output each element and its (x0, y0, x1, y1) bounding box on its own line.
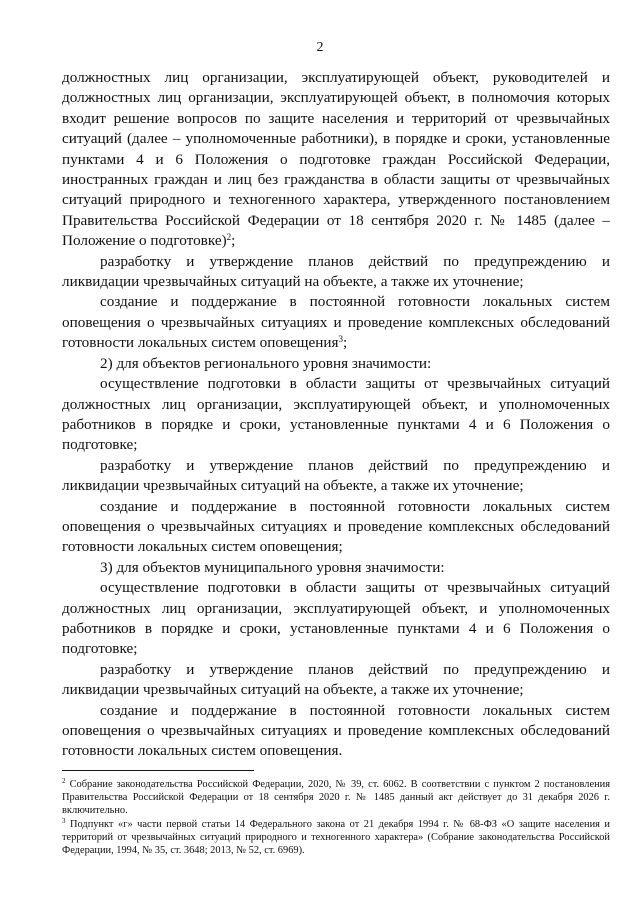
footnote (62, 778, 610, 818)
footnote-marker: 3 (62, 816, 66, 825)
paragraph (62, 558, 610, 578)
paragraph (62, 354, 610, 374)
paragraph-text: разработку и утверждение планов действий по предупреждению и ликвидации чрезвычайных ситуаций на объекте, а также их уточнение; (62, 252, 610, 291)
paragraph-text: разработку и утверждение планов действий по предупреждению и ликвидации чрезвычайных ситуаций на объекте, а также их уточнение; (62, 456, 610, 495)
paragraph (62, 374, 610, 456)
footnote-marker: 2 (62, 777, 66, 785)
paragraph-text: разработку и утверждение планов действий по предупреждению и ликвидации чрезвычайных ситуаций на объекте, а также их уточнение; (62, 660, 610, 699)
paragraph (62, 292, 610, 353)
paragraph-text: должностных лиц организации, эксплуатирующей объект, руководителей и должностных лиц организации, эксплуатирующей объект, в полномочия которых входит решение вопросов по защите населения и территорий от чрезвычайных ситуаций (далее – уполномоченные работники), в порядке и сроки, установленные пунктами 4 и 6 Положения о подготовке граждан Российской Федерации, иностранных граждан и лиц без гражданства в области защиты от чрезвычайных ситуаций природного и техногенного характера, утвержденного постановлением Правительства Российской Федерации от 18 сентября 2020 г. № 1485 (далее – Положение о подготовке) (62, 69, 610, 250)
paragraph (62, 456, 610, 497)
paragraph-text: 3) для объектов муниципального уровня значимости: (100, 558, 445, 576)
page-number: 2 (316, 40, 324, 55)
paragraph-tail: ; (231, 232, 236, 250)
footnote-text: Собрание законодательства Российской Федерации, 2020, № 39, ст. 6062. В соответствии с пунктом 2 постановления Правительства Российской Федерации от 18 сентября 2020 г. № 1485 данный акт действует до 31 декабря 2026 г. включительно. (62, 779, 610, 817)
paragraph-text: создание и поддержание в постоянной готовности локальных систем оповещения о чрезвычайных ситуациях и проведение комплексных обследований готовности локальных систем оповещения; (62, 497, 610, 556)
footnote (62, 818, 610, 858)
footnote-ref: 2 (226, 232, 232, 243)
paragraph-text: 2) для объектов регионального уровня значимости: (100, 354, 432, 372)
paragraph-text: создание и поддержание в постоянной готовности локальных систем оповещения о чрезвычайных ситуациях и проведение комплексных обследований готовности локальных систем оповещения (62, 293, 610, 352)
footnote-ref: 3 (338, 334, 343, 345)
footnotes (62, 778, 610, 857)
paragraph-text: создание и поддержание в постоянной готовности локальных систем оповещения о чрезвычайных ситуациях и проведение комплексных обследований готовности локальных систем оповещения. (62, 701, 610, 760)
paragraph-tail: ; (342, 334, 348, 352)
paragraph (62, 701, 610, 762)
document-body (62, 68, 610, 762)
paragraph-text: осуществление подготовки в области защиты от чрезвычайных ситуаций должностных лиц организации, эксплуатирующей объект, и уполномоченных работников в порядке и сроки, установленные пунктами 4 и 6 Положения о подготовке; (62, 579, 610, 658)
paragraph (62, 252, 610, 293)
paragraph (62, 497, 610, 558)
paragraph (62, 68, 610, 252)
footnote-text: Подпункт «г» части первой статьи 14 Федерального закона от 21 декабря 1994 г. № 68-ФЗ «О защите населения и территорий от чрезвычайных ситуаций природного и техногенного характера» (Собрание законодательства Российской Федерации, 1994, № 35, ст. 3648; 2013, № 52, ст. 6969). (62, 818, 610, 857)
footnote-divider (62, 770, 254, 771)
paragraph-text: осуществление подготовки в области защиты от чрезвычайных ситуаций должностных лиц организации, эксплуатирующей объект, и уполномоченных работников в порядке и сроки, установленные пунктами 4 и 6 Положения о подготовке; (62, 375, 610, 454)
paragraph (62, 578, 610, 660)
paragraph (62, 660, 610, 701)
